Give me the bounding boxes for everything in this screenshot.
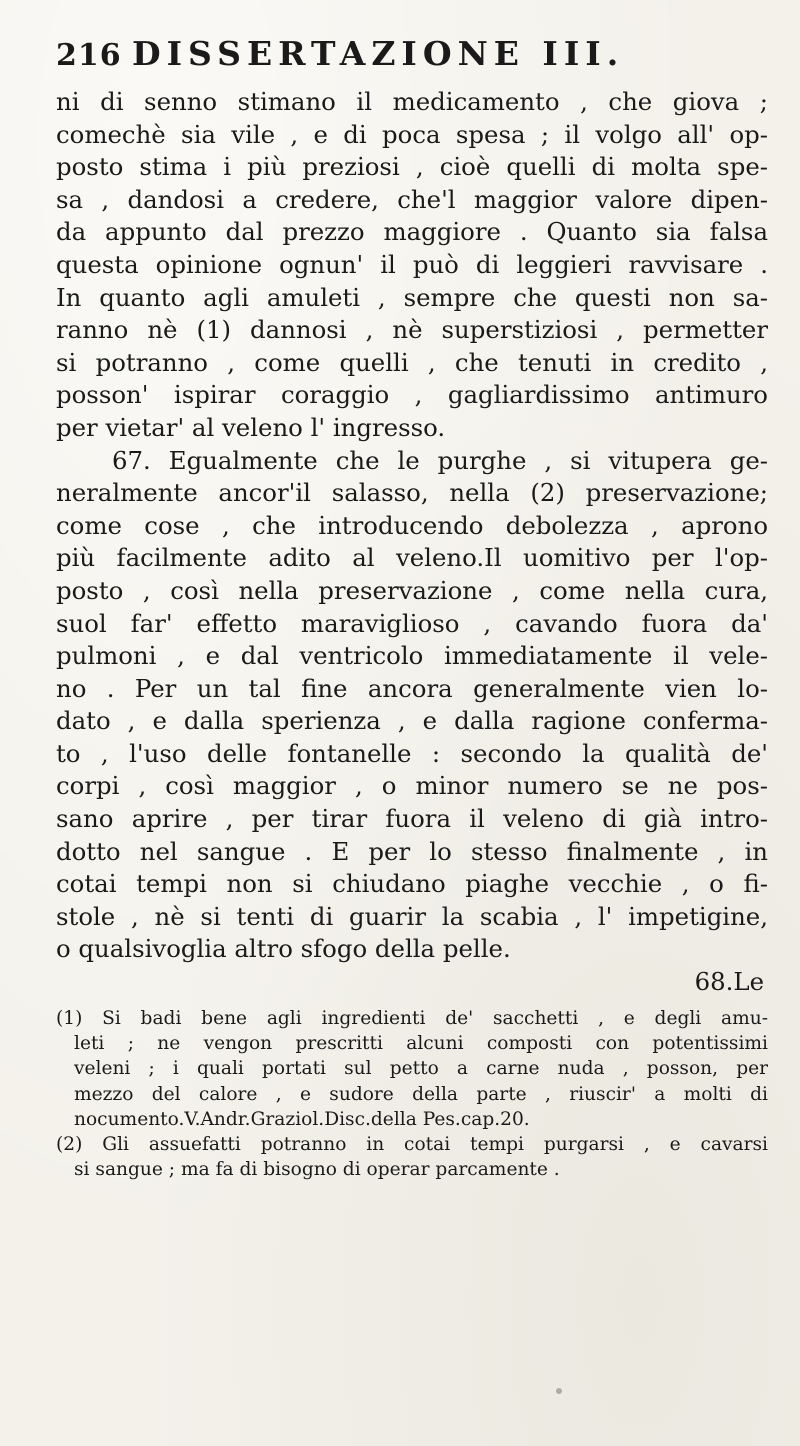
text-line: dotto nel sangue . E per lo stesso finalmente , in bbox=[56, 836, 768, 866]
text-line: o qualsivoglia altro sfogo della pelle. bbox=[56, 934, 511, 964]
text-line: no . Per un tal fine ancora generalmente vien lo- bbox=[56, 673, 768, 703]
text-line: cotai tempi non si chiudano piaghe vecchie , o fi- bbox=[56, 869, 768, 899]
page-number: 216 bbox=[56, 38, 122, 73]
text-line: sa , dandosi a credere, che'l maggior valore dipen- bbox=[56, 184, 768, 214]
text-line: suol far' effetto maraviglioso , cavando fuora da' bbox=[56, 608, 768, 638]
page-header bbox=[56, 34, 756, 74]
text-line: comechè sia vile , e di poca spesa ; il volgo all' op- bbox=[56, 119, 768, 149]
footnote-line: si sangue ; ma fa di bisogno di operar parcamente . bbox=[74, 1159, 560, 1181]
main-text bbox=[56, 86, 768, 999]
text-line: più facilmente adito al veleno.Il uomitivo per l'op- bbox=[56, 543, 768, 573]
text-line: dato , e dalla sperienza , e dalla ragione conferma- bbox=[56, 706, 768, 736]
text-line: come cose , che introducendo debolezza , aprono bbox=[56, 510, 768, 540]
text-line: corpi , così maggior , o minor numero se ne pos- bbox=[56, 771, 768, 801]
text-line: ni di senno stimano il medicamento , che giova ; bbox=[56, 87, 768, 116]
text-line: stole , nè si tenti di guarir la scabia , l' impetigine, bbox=[56, 901, 768, 931]
text-line: to , l'uso delle fontanelle : secondo la qualità de' bbox=[56, 738, 768, 768]
text-line: sano aprire , per tirar fuora il veleno di già intro- bbox=[56, 804, 768, 834]
text-line: pulmoni , e dal ventricolo immediatamente il vele- bbox=[56, 641, 768, 671]
footnote-line: nocumento.V.Andr.Graziol.Disc.della Pes.cap.20. bbox=[74, 1108, 530, 1130]
text-line: si potranno , come quelli , che tenuti in credito , bbox=[56, 347, 768, 377]
footnotes bbox=[56, 1006, 768, 1182]
footnote-line: mezzo del calore , e sudore della parte , riuscir' a molti di bbox=[74, 1083, 768, 1105]
text-line: per vietar' al veleno l' ingresso. bbox=[56, 412, 446, 442]
catchword: 68.Le bbox=[694, 967, 764, 997]
text-line: questa opinione ognun' il può di leggieri ravvisare . bbox=[56, 249, 768, 279]
running-title: DISSERTAZIONE III. bbox=[132, 34, 625, 73]
footnote-line: (2) Gli assuefatti potranno in cotai tempi purgarsi , e cavarsi bbox=[56, 1133, 768, 1155]
text-line: posson' ispirar coraggio , gagliardissimo antimuro bbox=[56, 380, 768, 410]
footnote-line: leti ; ne vengon prescritti alcuni composti con potentissimi bbox=[74, 1033, 768, 1055]
text-line: posto , così nella preservazione , come nella cura, bbox=[56, 575, 768, 605]
text-line: da appunto dal prezzo maggiore . Quanto sia falsa bbox=[56, 217, 768, 247]
ink-spot bbox=[556, 1388, 562, 1394]
footnote-line: (1) Si badi bene agli ingredienti de' sacchetti , e degli amu- bbox=[56, 1008, 768, 1029]
text-line: ranno nè (1) dannosi , nè superstiziosi , permetter bbox=[56, 315, 768, 345]
paragraph-start-line: 67. Egualmente che le purghe , si vitupera ge- bbox=[112, 445, 768, 475]
footnote-line: veleni ; i quali portati sul petto a carne nuda , posson, per bbox=[74, 1058, 768, 1080]
text-line: posto stima i più preziosi , cioè quelli di molta spe- bbox=[56, 152, 768, 182]
text-line: In quanto agli amuleti , sempre che questi non sa- bbox=[56, 282, 768, 312]
text-line: neralmente ancor'il salasso, nella (2) preservazione; bbox=[56, 478, 768, 508]
